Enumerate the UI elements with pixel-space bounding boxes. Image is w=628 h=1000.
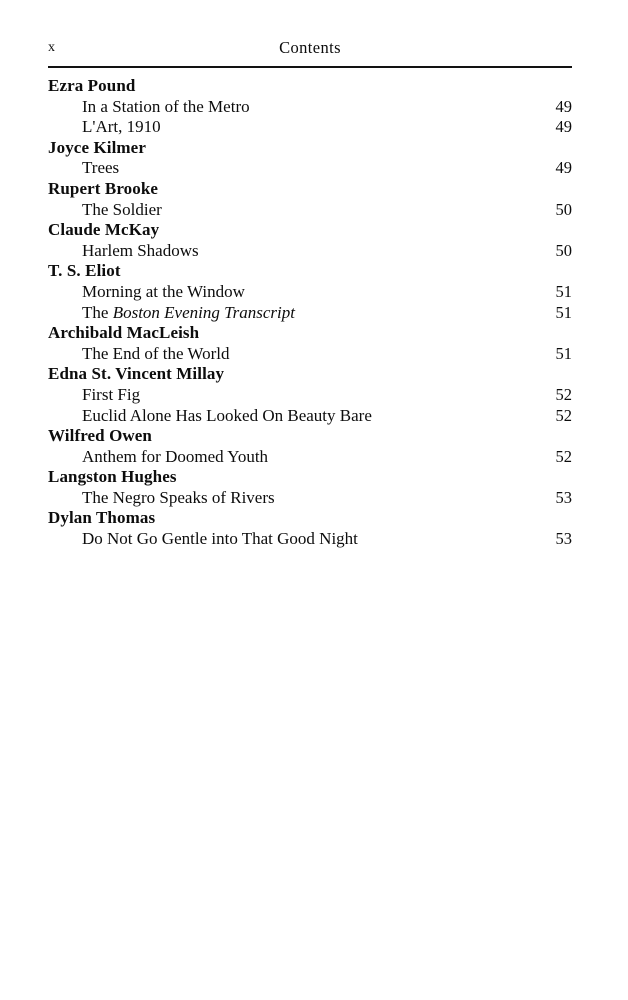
header-rule (48, 66, 572, 68)
author-name: Wilfred Owen (48, 426, 152, 446)
toc-page-number: 49 (555, 158, 572, 178)
toc-poem-entry (48, 529, 572, 550)
toc-page-number: 53 (555, 529, 572, 549)
author-name: Dylan Thomas (48, 508, 156, 528)
toc-page-number: 51 (555, 281, 572, 301)
author-name: Rupert Brooke (48, 178, 159, 198)
poem-title-italic-part: Boston Evening Transcript (112, 302, 295, 322)
poem-title: The Boston Evening Transcript (82, 302, 295, 322)
poem-title: The Soldier (82, 199, 162, 219)
toc-author-entry (48, 261, 572, 282)
toc-poem-entry (48, 406, 572, 427)
author-name: Claude McKay (48, 220, 160, 240)
page-title: Contents (279, 38, 341, 57)
poem-title: First Fig (82, 384, 141, 404)
toc-poem-entry (48, 488, 572, 509)
poem-title: Euclid Alone Has Looked On Beauty Bare (82, 405, 372, 425)
toc-author-entry (48, 220, 572, 241)
toc-page-number: 52 (555, 446, 572, 466)
toc-author-entry (48, 138, 572, 159)
toc-page-number: 52 (555, 384, 572, 404)
poem-title: Morning at the Window (82, 281, 245, 301)
toc-page-number: 52 (555, 405, 572, 425)
poem-title: L'Art, 1910 (82, 117, 161, 137)
author-name: Edna St. Vincent Millay (48, 364, 225, 384)
toc-poem-entry (48, 385, 572, 406)
poem-title: Harlem Shadows (82, 240, 199, 260)
toc-page-number: 49 (555, 96, 572, 116)
toc-poem-entry (48, 241, 572, 262)
poem-title: Trees (82, 158, 120, 178)
poem-title: The End of the World (82, 343, 230, 363)
running-head (48, 38, 572, 60)
toc-page-number: 51 (555, 343, 572, 363)
author-name: T. S. Eliot (48, 261, 121, 281)
page-folio: x (48, 40, 56, 55)
toc-page-number: 51 (555, 302, 572, 322)
table-of-contents (48, 76, 572, 550)
toc-poem-entry (48, 117, 572, 138)
toc-page-number: 53 (555, 487, 572, 507)
toc-poem-entry (48, 158, 572, 179)
author-name: Archibald MacLeish (48, 323, 200, 343)
poem-title: Anthem for Doomed Youth (82, 446, 269, 466)
toc-poem-entry (48, 200, 572, 221)
toc-poem-entry (48, 303, 572, 324)
toc-author-entry (48, 508, 572, 529)
toc-poem-entry (48, 282, 572, 303)
toc-page-number: 50 (555, 199, 572, 219)
toc-page-number: 49 (555, 117, 572, 137)
toc-author-entry (48, 467, 572, 488)
toc-poem-entry (48, 344, 572, 365)
poem-title: The Negro Speaks of Rivers (82, 487, 275, 507)
toc-page-number: 50 (555, 240, 572, 260)
toc-poem-entry (48, 447, 572, 468)
toc-poem-entry (48, 97, 572, 118)
toc-author-entry (48, 323, 572, 344)
author-name: Joyce Kilmer (48, 137, 146, 157)
toc-author-entry (48, 179, 572, 200)
toc-author-entry (48, 426, 572, 447)
author-name: Langston Hughes (48, 467, 177, 487)
toc-author-entry (48, 76, 572, 97)
poem-title: Do Not Go Gentle into That Good Night (82, 529, 358, 549)
toc-author-entry (48, 364, 572, 385)
author-name: Ezra Pound (48, 76, 136, 95)
poem-title: In a Station of the Metro (82, 96, 250, 116)
